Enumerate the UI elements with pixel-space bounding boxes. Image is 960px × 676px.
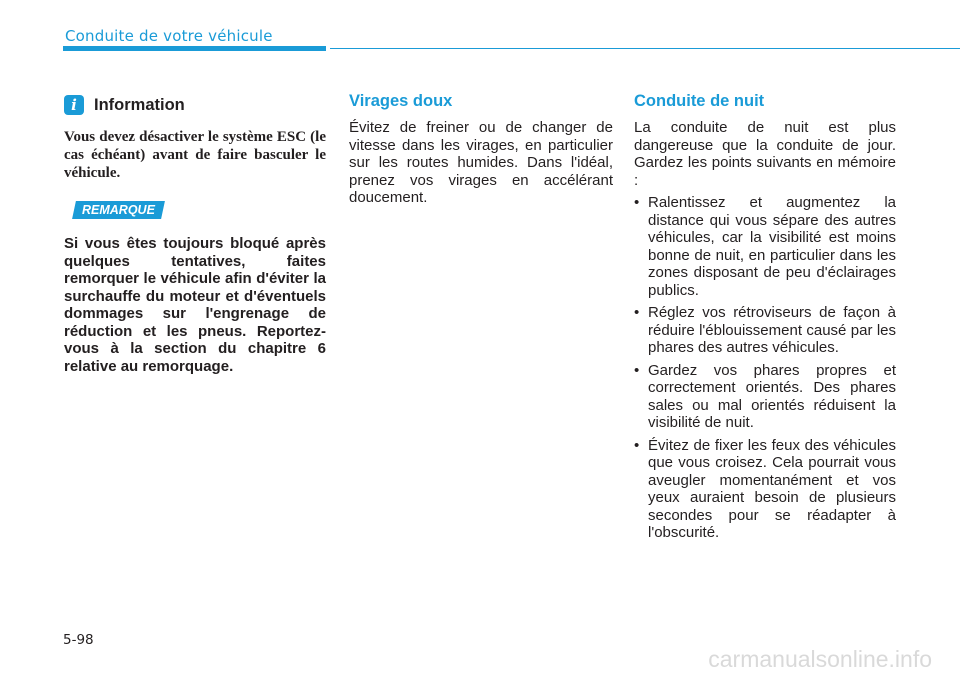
list-item [634, 437, 896, 542]
list-item-text: Réglez vos rétroviseurs de façon à réduire l'éblouissement causé par les phares des autres véhicules. [648, 304, 896, 356]
night-driving-heading: Conduite de nuit [634, 92, 765, 110]
list-item [634, 362, 896, 432]
smooth-turns-paragraph: Évitez de freiner ou de changer de vitesse dans les virages, en particulier sur les routes humides. Dans l'idéal, prenez vos virages en accélérant doucement. [349, 119, 613, 206]
list-item [634, 194, 896, 299]
information-title: Information [94, 95, 185, 114]
bullet-icon: • [634, 436, 640, 454]
header-rule-thick [63, 46, 326, 51]
column-smooth-turns [349, 90, 613, 207]
night-driving-intro: La conduite de nuit est plus dangereuse que la conduite de jour. Gardez les points suivants en mémoire : [634, 119, 896, 189]
section-title: Conduite de votre véhicule [65, 27, 273, 45]
list-item-text: Ralentissez et augmentez la distance qui vous sépare des autres véhicules, car la visibilité est moins bonne de nuit, en particulier dans les zones disposant de peu d'éclairages publics. [648, 194, 896, 299]
night-driving-list [634, 194, 896, 542]
header-rule-thin [330, 48, 960, 49]
bullet-icon: • [634, 361, 640, 379]
info-icon: i [64, 95, 84, 115]
information-header [64, 94, 326, 116]
information-text: Vous devez désactiver le système ESC (le cas échéant) avant de faire basculer le véhicule. [64, 129, 326, 181]
remark-badge [72, 201, 165, 219]
page-number: 5-98 [63, 632, 94, 648]
list-item [634, 304, 896, 357]
list-item-text: Gardez vos phares propres et correctement orientés. Des phares sales ou mal orientés réduisent la visibilité de nuit. [648, 361, 896, 431]
column-night-driving [634, 90, 896, 547]
list-item-text: Évitez de fixer les feux des véhicules que vous croisez. Cela pourrait vous aveugler momentanément et vos yeux auraient besoin de plusieurs secondes pour se réadapter à l'obscurité. [648, 436, 896, 541]
watermark: carmanualsonline.info [708, 646, 932, 672]
smooth-turns-heading: Virages doux [349, 92, 453, 110]
remark-label: REMARQUE [82, 203, 155, 217]
bullet-icon: • [634, 194, 640, 211]
remark-text: Si vous êtes toujours bloqué après quelques tentatives, faites remorquer le véhicule afin d'éviter la surchauffe du moteur et d'éventuels dommages sur l'engrenage de réduction et les pneus. Reportez-vous à la section du chapitre 6 relative au remorquage. [64, 235, 326, 375]
column-information [64, 90, 326, 375]
bullet-icon: • [634, 304, 640, 321]
